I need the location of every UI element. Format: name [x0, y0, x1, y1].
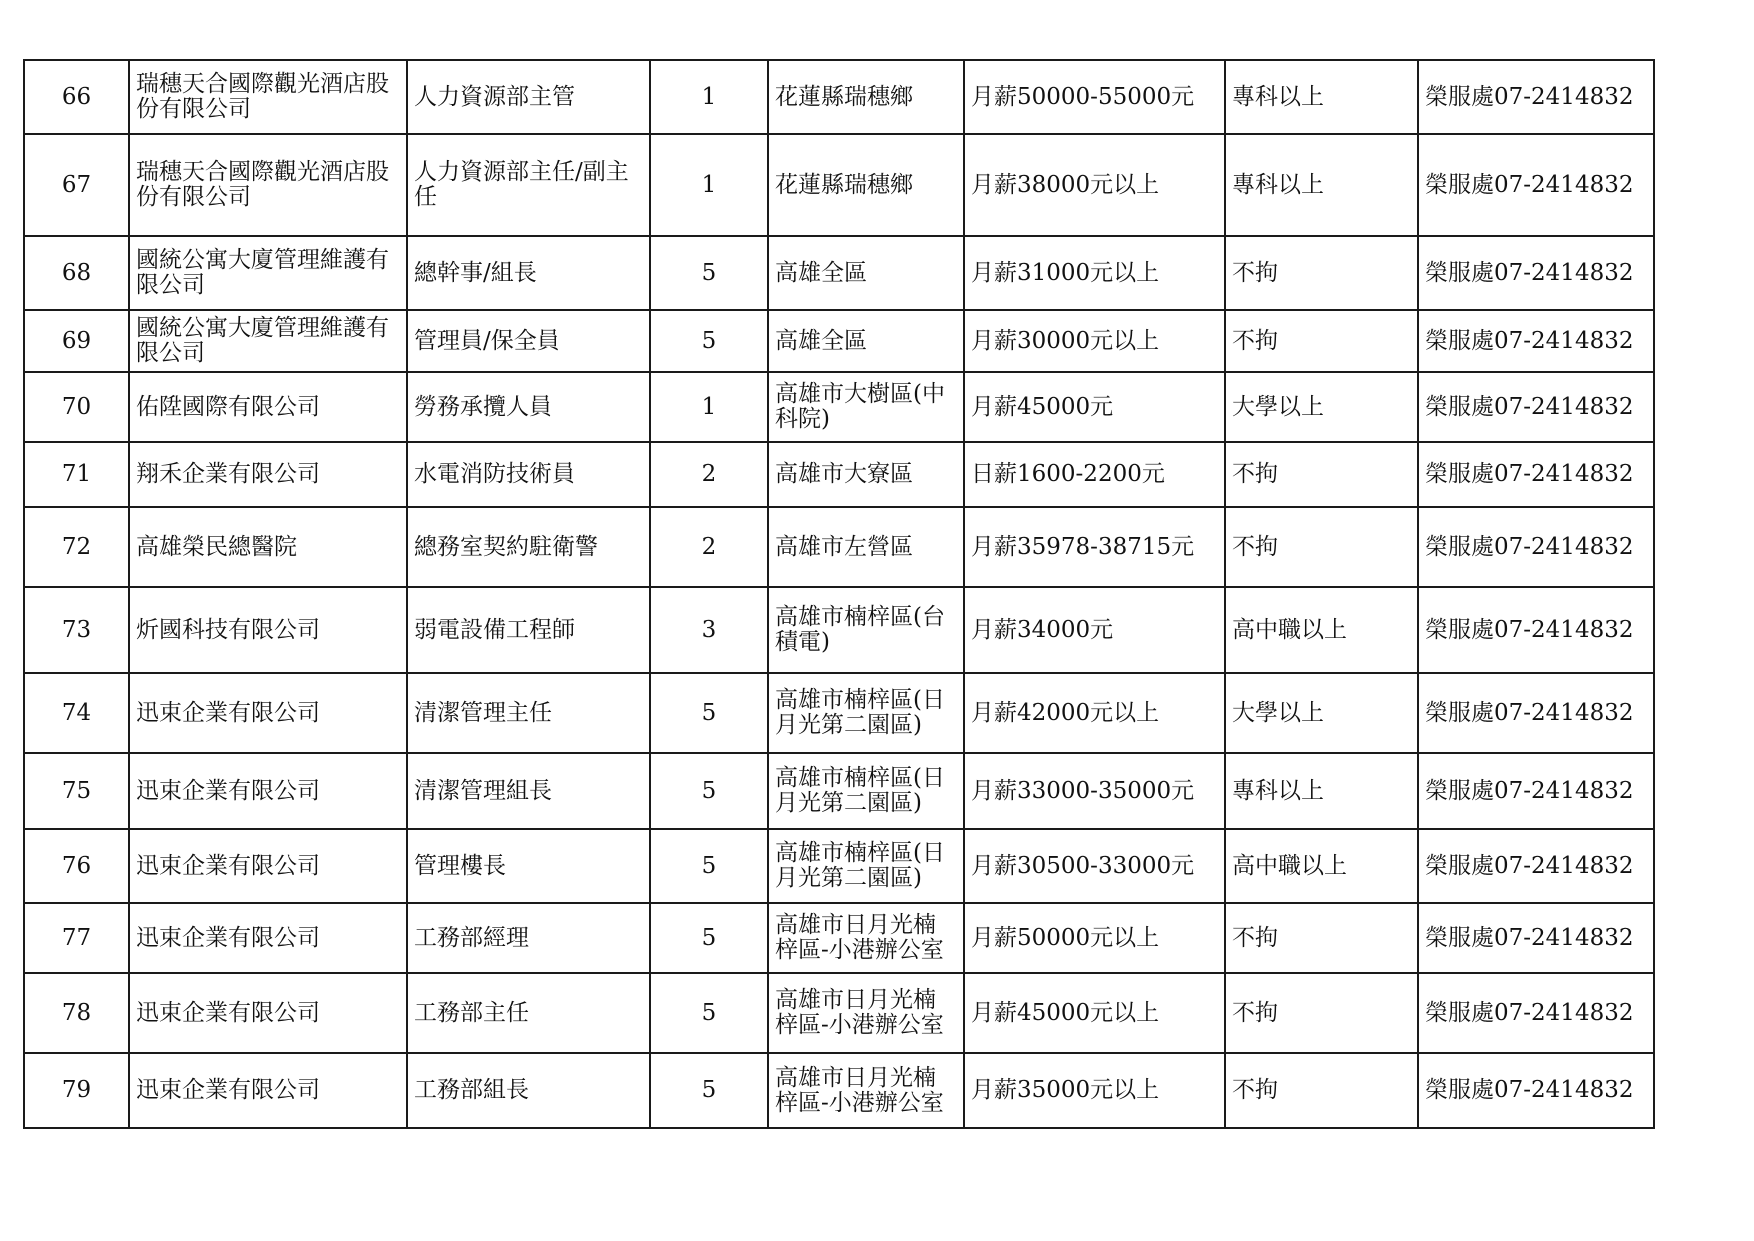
- education-requirement-cell: 不拘: [1225, 236, 1418, 310]
- headcount-cell: 5: [650, 236, 768, 310]
- table-row: [24, 60, 1654, 134]
- company-name-cell: 翔禾企業有限公司: [129, 442, 407, 507]
- job-position-cell: 勞務承攬人員: [407, 372, 650, 442]
- headcount-cell: 1: [650, 60, 768, 134]
- contact-info-cell: 榮服處07-2414832: [1418, 587, 1654, 673]
- salary-cell: 月薪45000元: [964, 372, 1225, 442]
- work-location-cell: 花蓮縣瑞穗鄉: [768, 134, 964, 236]
- row-number-cell: 67: [24, 134, 129, 236]
- salary-cell: 月薪33000-35000元: [964, 753, 1225, 829]
- row-number-cell: 66: [24, 60, 129, 134]
- table-row: [24, 587, 1654, 673]
- table-row: [24, 673, 1654, 753]
- company-name-cell: 迅束企業有限公司: [129, 1053, 407, 1128]
- row-number-cell: 76: [24, 829, 129, 903]
- company-name-cell: 瑞穗天合國際觀光酒店股份有限公司: [129, 60, 407, 134]
- row-number-cell: 69: [24, 310, 129, 372]
- education-requirement-cell: 不拘: [1225, 1053, 1418, 1128]
- salary-cell: 日薪1600-2200元: [964, 442, 1225, 507]
- salary-cell: 月薪35978-38715元: [964, 507, 1225, 587]
- job-position-cell: 清潔管理主任: [407, 673, 650, 753]
- row-number-cell: 73: [24, 587, 129, 673]
- company-name-cell: 炘國科技有限公司: [129, 587, 407, 673]
- contact-info-cell: 榮服處07-2414832: [1418, 753, 1654, 829]
- headcount-cell: 3: [650, 587, 768, 673]
- headcount-cell: 1: [650, 134, 768, 236]
- salary-cell: 月薪30500-33000元: [964, 829, 1225, 903]
- education-requirement-cell: 專科以上: [1225, 753, 1418, 829]
- table-row: [24, 310, 1654, 372]
- job-position-cell: 水電消防技術員: [407, 442, 650, 507]
- contact-info-cell: 榮服處07-2414832: [1418, 507, 1654, 587]
- row-number-cell: 74: [24, 673, 129, 753]
- headcount-cell: 5: [650, 973, 768, 1053]
- table-row: [24, 753, 1654, 829]
- company-name-cell: 瑞穗天合國際觀光酒店股份有限公司: [129, 134, 407, 236]
- headcount-cell: 2: [650, 507, 768, 587]
- work-location-cell: 高雄市大寮區: [768, 442, 964, 507]
- contact-info-cell: 榮服處07-2414832: [1418, 60, 1654, 134]
- company-name-cell: 高雄榮民總醫院: [129, 507, 407, 587]
- salary-cell: 月薪31000元以上: [964, 236, 1225, 310]
- work-location-cell: 花蓮縣瑞穗鄉: [768, 60, 964, 134]
- work-location-cell: 高雄全區: [768, 310, 964, 372]
- job-position-cell: 總幹事/組長: [407, 236, 650, 310]
- salary-cell: 月薪38000元以上: [964, 134, 1225, 236]
- work-location-cell: 高雄市日月光楠梓區-小港辦公室: [768, 973, 964, 1053]
- contact-info-cell: 榮服處07-2414832: [1418, 310, 1654, 372]
- table-row: [24, 372, 1654, 442]
- contact-info-cell: 榮服處07-2414832: [1418, 829, 1654, 903]
- work-location-cell: 高雄市日月光楠梓區-小港辦公室: [768, 903, 964, 973]
- table-row: [24, 134, 1654, 236]
- job-position-cell: 弱電設備工程師: [407, 587, 650, 673]
- education-requirement-cell: 不拘: [1225, 507, 1418, 587]
- headcount-cell: 1: [650, 372, 768, 442]
- work-location-cell: 高雄市楠梓區(日月光第二園區): [768, 829, 964, 903]
- contact-info-cell: 榮服處07-2414832: [1418, 1053, 1654, 1128]
- headcount-cell: 5: [650, 903, 768, 973]
- work-location-cell: 高雄市日月光楠梓區-小港辦公室: [768, 1053, 964, 1128]
- table-row: [24, 829, 1654, 903]
- salary-cell: 月薪30000元以上: [964, 310, 1225, 372]
- job-listing-table: [23, 59, 1655, 1129]
- job-position-cell: 人力資源部主任/副主任: [407, 134, 650, 236]
- row-number-cell: 71: [24, 442, 129, 507]
- company-name-cell: 迅束企業有限公司: [129, 753, 407, 829]
- contact-info-cell: 榮服處07-2414832: [1418, 973, 1654, 1053]
- headcount-cell: 5: [650, 310, 768, 372]
- table-row: [24, 442, 1654, 507]
- salary-cell: 月薪34000元: [964, 587, 1225, 673]
- salary-cell: 月薪42000元以上: [964, 673, 1225, 753]
- row-number-cell: 72: [24, 507, 129, 587]
- row-number-cell: 70: [24, 372, 129, 442]
- contact-info-cell: 榮服處07-2414832: [1418, 236, 1654, 310]
- table-row: [24, 903, 1654, 973]
- job-position-cell: 工務部主任: [407, 973, 650, 1053]
- education-requirement-cell: 高中職以上: [1225, 587, 1418, 673]
- table-body: [24, 60, 1654, 1128]
- headcount-cell: 5: [650, 753, 768, 829]
- work-location-cell: 高雄市楠梓區(日月光第二園區): [768, 673, 964, 753]
- education-requirement-cell: 專科以上: [1225, 134, 1418, 236]
- job-position-cell: 工務部經理: [407, 903, 650, 973]
- table-row: [24, 507, 1654, 587]
- table-row: [24, 973, 1654, 1053]
- contact-info-cell: 榮服處07-2414832: [1418, 372, 1654, 442]
- company-name-cell: 迅束企業有限公司: [129, 903, 407, 973]
- contact-info-cell: 榮服處07-2414832: [1418, 673, 1654, 753]
- row-number-cell: 79: [24, 1053, 129, 1128]
- company-name-cell: 迅束企業有限公司: [129, 673, 407, 753]
- education-requirement-cell: 大學以上: [1225, 673, 1418, 753]
- company-name-cell: 佑陞國際有限公司: [129, 372, 407, 442]
- salary-cell: 月薪35000元以上: [964, 1053, 1225, 1128]
- contact-info-cell: 榮服處07-2414832: [1418, 134, 1654, 236]
- company-name-cell: 國統公寓大廈管理維護有限公司: [129, 236, 407, 310]
- job-position-cell: 人力資源部主管: [407, 60, 650, 134]
- headcount-cell: 5: [650, 829, 768, 903]
- row-number-cell: 68: [24, 236, 129, 310]
- table-row: [24, 236, 1654, 310]
- work-location-cell: 高雄市楠梓區(日月光第二園區): [768, 753, 964, 829]
- education-requirement-cell: 專科以上: [1225, 60, 1418, 134]
- education-requirement-cell: 大學以上: [1225, 372, 1418, 442]
- row-number-cell: 78: [24, 973, 129, 1053]
- education-requirement-cell: 高中職以上: [1225, 829, 1418, 903]
- headcount-cell: 5: [650, 673, 768, 753]
- job-position-cell: 工務部組長: [407, 1053, 650, 1128]
- job-position-cell: 清潔管理組長: [407, 753, 650, 829]
- headcount-cell: 2: [650, 442, 768, 507]
- salary-cell: 月薪45000元以上: [964, 973, 1225, 1053]
- row-number-cell: 77: [24, 903, 129, 973]
- contact-info-cell: 榮服處07-2414832: [1418, 442, 1654, 507]
- education-requirement-cell: 不拘: [1225, 442, 1418, 507]
- work-location-cell: 高雄全區: [768, 236, 964, 310]
- company-name-cell: 國統公寓大廈管理維護有限公司: [129, 310, 407, 372]
- job-position-cell: 總務室契約駐衛警: [407, 507, 650, 587]
- row-number-cell: 75: [24, 753, 129, 829]
- education-requirement-cell: 不拘: [1225, 973, 1418, 1053]
- job-position-cell: 管理員/保全員: [407, 310, 650, 372]
- salary-cell: 月薪50000-55000元: [964, 60, 1225, 134]
- salary-cell: 月薪50000元以上: [964, 903, 1225, 973]
- headcount-cell: 5: [650, 1053, 768, 1128]
- work-location-cell: 高雄市楠梓區(台積電): [768, 587, 964, 673]
- job-position-cell: 管理樓長: [407, 829, 650, 903]
- contact-info-cell: 榮服處07-2414832: [1418, 903, 1654, 973]
- table-row: [24, 1053, 1654, 1128]
- company-name-cell: 迅束企業有限公司: [129, 973, 407, 1053]
- education-requirement-cell: 不拘: [1225, 903, 1418, 973]
- education-requirement-cell: 不拘: [1225, 310, 1418, 372]
- work-location-cell: 高雄市左營區: [768, 507, 964, 587]
- company-name-cell: 迅束企業有限公司: [129, 829, 407, 903]
- work-location-cell: 高雄市大樹區(中科院): [768, 372, 964, 442]
